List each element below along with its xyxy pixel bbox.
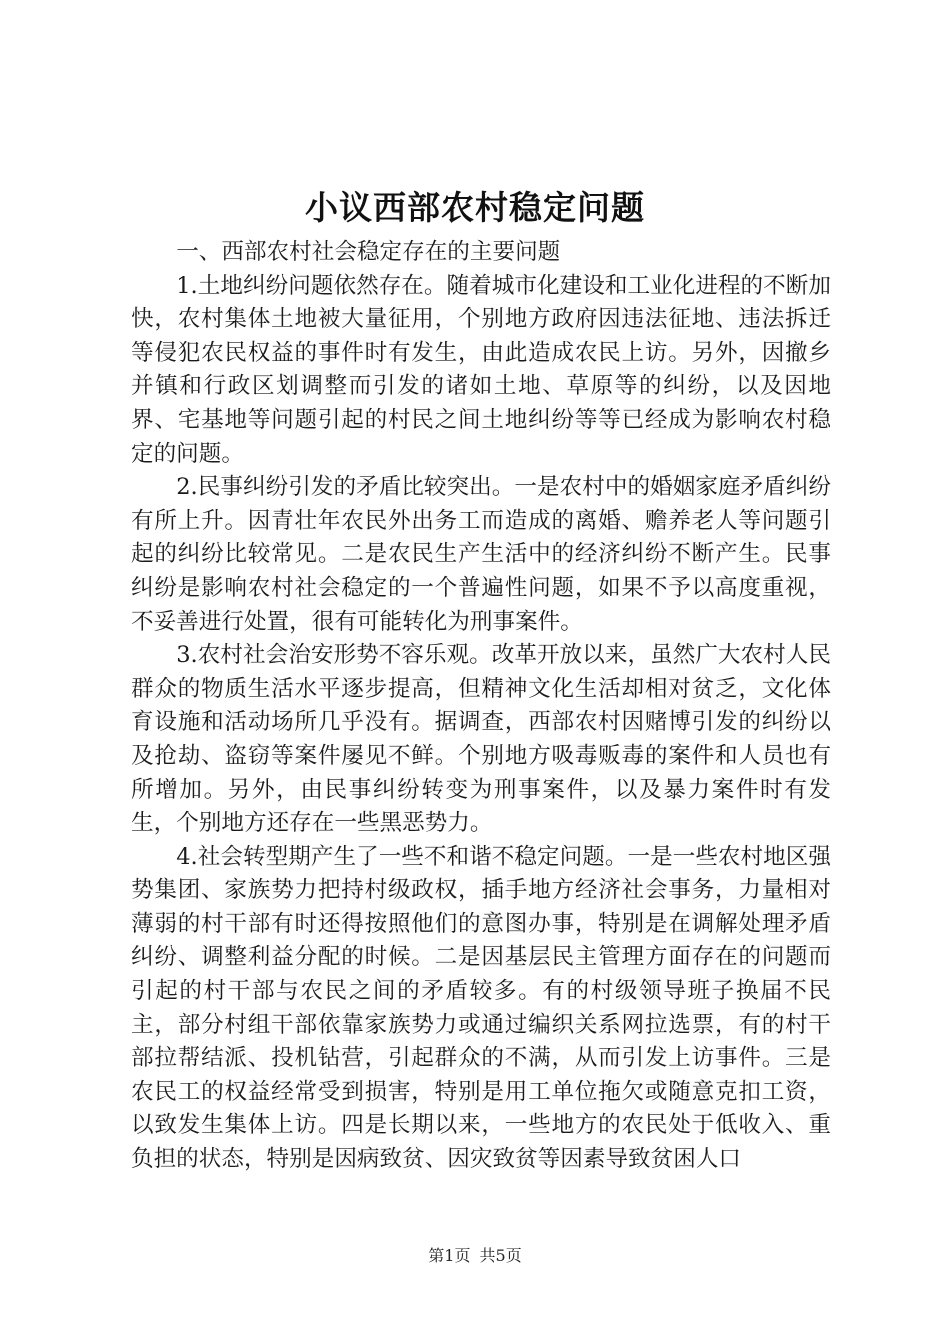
paragraph-1: 1.土地纠纷问题依然存在。随着城市化建设和工业化进程的不断加快，农村集体土地被大量征用，个别地方政府因违法征地、违法拆迁等侵犯农民权益的事件时有发生，由此造成农民上访。另外，因撤乡并镇和行政区划调整而引发的诸如土地、草原等的纠纷，以及因地界、宅基地等问题引起的村民之间土地纠纷等等已经成为影响农村稳定的问题。: [131, 272, 831, 467]
paragraph-2: 2.民事纠纷引发的矛盾比较突出。一是农村中的婚姻家庭矛盾纠纷有所上升。因青壮年农民外出务工而造成的离婚、赡养老人等问题引起的纠纷比较常见。二是农民生产生活中的经济纠纷不断产生。民事纠纷是影响农村社会稳定的一个普遍性问题，如果不予以高度重视，不妥善进行处置，很有可能转化为刑事案件。: [131, 474, 831, 635]
paragraph-3: 3.农村社会治安形势不容乐观。改革开放以来，虽然广大农村人民群众的物质生活水平逐步提高，但精神文化生活却相对贫乏，文化体育设施和活动场所几乎没有。据调查，西部农村因赌博引发的纠纷以及抢劫、盗窃等案件屡见不鲜。个别地方吸毒贩毒的案件和人员也有所增加。另外，由民事纠纷转变为刑事案件，以及暴力案件时有发生，个别地方还存在一些黑恶势力。: [131, 642, 831, 837]
page-total: 共5页: [479, 1246, 522, 1265]
page-number: 第1页: [428, 1246, 471, 1265]
page-footer: [0, 1243, 950, 1266]
paragraph-4: 4.社会转型期产生了一些不和谐不稳定问题。一是一些农村地区强势集团、家族势力把持村级政权，插手地方经济社会事务，力量相对薄弱的村干部有时还得按照他们的意图办事，特别是在调解处理矛盾纠纷、调整利益分配的时候。二是因基层民主管理方面存在的问题而引起的村干部与农民之间的矛盾较多。有的村级领导班子换届不民主，部分村组干部依靠家族势力或通过编织关系网拉选票，有的村干部拉帮结派、投机钻营，引起群众的不满，从而引发上访事件。三是农民工的权益经常受到损害，特别是用工单位拖欠或随意克扣工资，以致发生集体上访。四是长期以来，一些地方的农民处于低收入、重负担的状态，特别是因病致贫、因灾致贫等因素导致贫困人口: [131, 843, 831, 1173]
section-heading: 一、西部农村社会稳定存在的主要问题: [176, 239, 561, 265]
document-title: 小议西部农村稳定问题: [305, 188, 645, 227]
document-body: [131, 236, 831, 1177]
